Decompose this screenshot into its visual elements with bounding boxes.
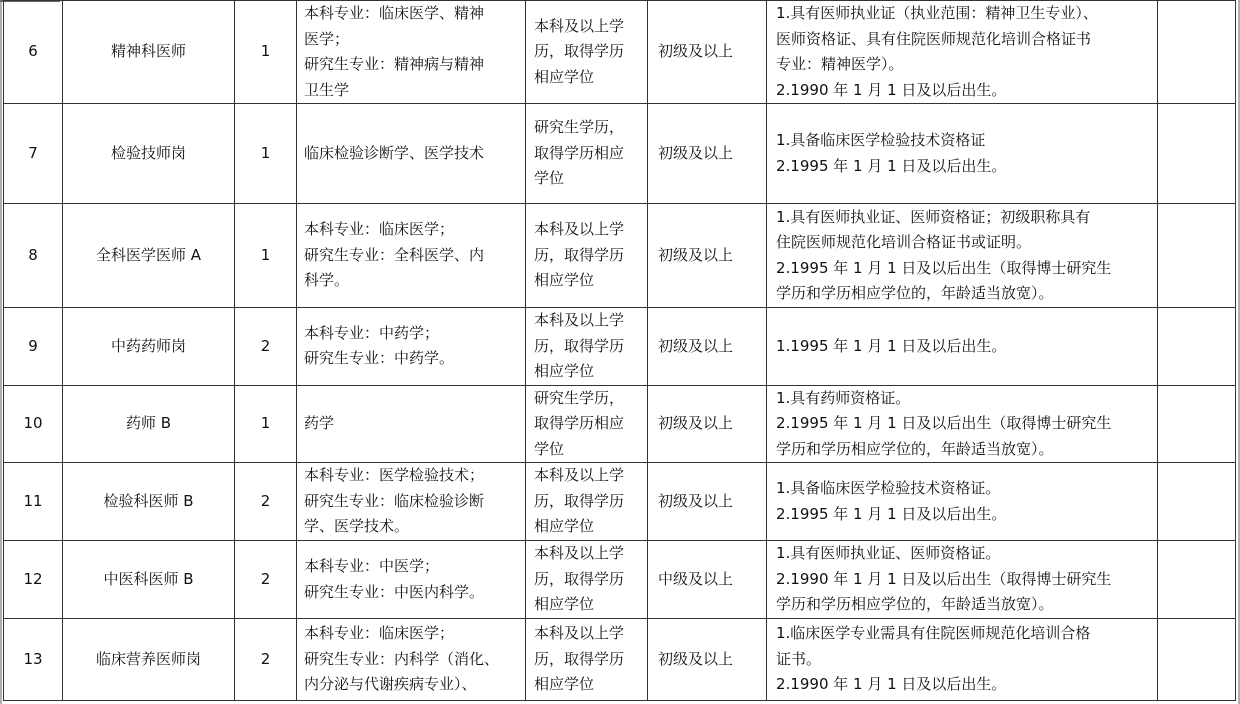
table-row (4, 1, 1236, 104)
remarks-cell (1158, 385, 1236, 463)
education-cell-line: 相应学位 (534, 517, 595, 536)
professional-title-cell: 初级及以上 (648, 104, 767, 204)
education-cell-line: 学位 (534, 169, 565, 188)
requirements-cell-line: 学历和学历相应学位的，年龄适当放宽）。 (776, 439, 1054, 458)
major-cell (297, 104, 526, 204)
professional-title-cell: 初级及以上 (648, 619, 767, 701)
row-number-cell: 11 (4, 463, 63, 541)
major-cell-line: 研究生专业：中药学。 (304, 349, 455, 368)
requirements-cell-line: 医师资格证、具有住院医师规范化培训合格证书 (776, 29, 1092, 48)
headcount-cell: 2 (235, 308, 297, 386)
requirements-cell-line: 1.具有药师资格证。 (776, 388, 911, 407)
table-row (4, 541, 1236, 619)
headcount-cell: 1 (235, 1, 297, 104)
professional-title-cell: 初级及以上 (648, 463, 767, 541)
major-cell (297, 1, 526, 104)
position-name-cell: 临床营养医师岗 (63, 619, 235, 701)
education-cell (526, 104, 648, 204)
requirements-cell-line: 2.1995 年 1 月 1 日及以后出生（取得博士研究生 (776, 258, 1112, 277)
headcount-cell: 1 (235, 385, 297, 463)
major-cell-line: 研究生专业：临床检验诊断 (304, 491, 485, 510)
professional-title-cell: 初级及以上 (648, 308, 767, 386)
major-cell-line: 医学； (304, 29, 350, 48)
headcount-cell: 2 (235, 463, 297, 541)
row-number-cell: 10 (4, 385, 63, 463)
major-cell-line: 本科专业：临床医学； (304, 624, 455, 643)
education-cell-line: 历，取得学历 (534, 42, 625, 61)
requirements-cell (767, 541, 1158, 619)
position-name-cell: 检验科医师 B (63, 463, 235, 541)
position-name-cell: 药师 B (63, 385, 235, 463)
requirements-cell-line: 2.1990 年 1 月 1 日及以后出生。 (776, 80, 1007, 99)
major-cell-line: 研究生专业：精神病与精神 (304, 55, 485, 73)
table-row (4, 385, 1236, 463)
major-cell-line: 研究生专业：中医内科学。 (304, 582, 485, 601)
major-cell (297, 204, 526, 308)
requirements-cell-line: 1.具有医师执业证、医师资格证；初级职称具有 (776, 207, 1091, 226)
education-cell (526, 463, 648, 541)
position-name-cell: 中药药师岗 (63, 308, 235, 386)
major-cell (297, 385, 526, 463)
education-cell (526, 619, 648, 701)
major-cell-line: 学、医学技术。 (304, 517, 410, 536)
requirements-cell-line: 2.1990 年 1 月 1 日及以后出生。 (776, 675, 1007, 694)
recruitment-table (3, 0, 1236, 701)
education-cell-line: 历，取得学历 (534, 569, 625, 588)
requirements-cell-line: 学历和学历相应学位的，年龄适当放宽）。 (776, 595, 1054, 614)
professional-title-cell: 中级及以上 (648, 541, 767, 619)
major-cell-line: 本科专业：中药学； (304, 323, 440, 342)
education-cell-line: 相应学位 (534, 595, 595, 614)
remarks-cell (1158, 104, 1236, 204)
table-row (4, 308, 1236, 386)
requirements-cell-line: 1.具备临床医学检验技术资格证。 (776, 479, 1001, 497)
requirements-cell-line: 学历和学历相应学位的，年龄适当放宽）。 (776, 284, 1054, 302)
requirements-cell (767, 1, 1158, 104)
major-cell-line: 卫生学 (304, 80, 350, 99)
major-cell-line: 本科专业：医学检验技术； (304, 466, 485, 485)
education-cell-line: 本科及以上学 (534, 311, 625, 329)
requirements-cell-line: 1.具有医师执业证（执业范围：精神卫生专业）、 (776, 4, 1098, 22)
remarks-cell (1158, 308, 1236, 386)
requirements-cell (767, 308, 1158, 386)
education-cell-line: 相应学位 (534, 362, 595, 380)
remarks-cell (1158, 541, 1236, 619)
remarks-cell (1158, 204, 1236, 308)
education-cell-line: 相应学位 (534, 67, 595, 86)
major-cell-line: 药学 (304, 414, 335, 432)
education-cell-line: 学位 (534, 439, 565, 458)
requirements-cell-line: 2.1990 年 1 月 1 日及以后出生（取得博士研究生 (776, 569, 1112, 588)
education-cell (526, 308, 648, 386)
requirements-cell (767, 385, 1158, 463)
education-cell (526, 541, 648, 619)
education-cell-line: 相应学位 (534, 271, 595, 290)
major-cell (297, 308, 526, 386)
major-cell (297, 463, 526, 541)
education-cell-line: 本科及以上学 (534, 16, 625, 35)
row-number-cell: 12 (4, 541, 63, 619)
position-name-cell: 检验技师岗 (63, 104, 235, 204)
major-cell-line: 本科专业：中医学； (304, 557, 440, 575)
requirements-cell (767, 463, 1158, 541)
requirements-cell-line: 2.1995 年 1 月 1 日及以后出生（取得博士研究生 (776, 414, 1112, 432)
requirements-cell (767, 619, 1158, 701)
requirements-cell-line: 2.1995 年 1 月 1 日及以后出生。 (776, 504, 1007, 523)
professional-title-cell: 初级及以上 (648, 204, 767, 308)
headcount-cell: 1 (235, 204, 297, 308)
major-cell-line: 研究生专业：内科学（消化、 (304, 649, 500, 668)
education-cell-line: 相应学位 (534, 675, 595, 694)
table-body (4, 1, 1236, 701)
education-cell-line: 取得学历相应 (534, 143, 625, 162)
requirements-cell-line: 专业：精神医学）。 (776, 55, 904, 73)
major-cell-line: 科学。 (304, 271, 350, 290)
major-cell-line: 临床检验诊断学、医学技术 (304, 143, 485, 162)
education-cell-line: 本科及以上学 (534, 220, 625, 239)
table-row (4, 619, 1236, 701)
education-cell-line: 本科及以上学 (534, 544, 625, 563)
table-row (4, 463, 1236, 541)
education-cell-line: 历，取得学历 (534, 336, 625, 355)
professional-title-cell: 初级及以上 (648, 385, 767, 463)
education-cell-line: 取得学历相应 (534, 414, 625, 432)
requirements-cell-line: 1.具备临床医学检验技术资格证 (776, 131, 986, 149)
requirements-cell (767, 204, 1158, 308)
position-name-cell: 中医科医师 B (63, 541, 235, 619)
major-cell-line: 研究生专业：全科医学、内 (304, 245, 485, 264)
row-number-cell: 8 (4, 204, 63, 308)
major-cell (297, 541, 526, 619)
headcount-cell: 1 (235, 104, 297, 204)
row-number-cell: 7 (4, 104, 63, 204)
requirements-cell-line: 1.临床医学专业需具有住院医师规范化培训合格 (776, 624, 1091, 643)
education-cell-line: 本科及以上学 (534, 466, 625, 485)
education-cell-line: 研究生学历， (534, 118, 625, 137)
row-number-cell: 6 (4, 1, 63, 104)
requirements-cell-line: 2.1995 年 1 月 1 日及以后出生。 (776, 156, 1007, 175)
requirements-cell-line: 证书。 (776, 649, 822, 668)
education-cell-line: 历，取得学历 (534, 245, 625, 264)
education-cell (526, 385, 648, 463)
education-cell (526, 1, 648, 104)
table-row (4, 104, 1236, 204)
education-cell-line: 历，取得学历 (534, 491, 625, 510)
row-number-cell: 9 (4, 308, 63, 386)
position-name-cell: 精神科医师 (63, 1, 235, 104)
remarks-cell (1158, 1, 1236, 104)
major-cell (297, 619, 526, 701)
position-name-cell: 全科医学医师 A (63, 204, 235, 308)
headcount-cell: 2 (235, 619, 297, 701)
professional-title-cell: 初级及以上 (648, 1, 767, 104)
remarks-cell (1158, 619, 1236, 701)
row-number-cell: 13 (4, 619, 63, 701)
education-cell-line: 本科及以上学 (534, 624, 625, 643)
headcount-cell: 2 (235, 541, 297, 619)
education-cell (526, 204, 648, 308)
education-cell-line: 历，取得学历 (534, 649, 625, 668)
remarks-cell (1158, 463, 1236, 541)
major-cell-line: 内分泌与代谢疾病专业）、 (304, 675, 477, 694)
requirements-cell-line: 住院医师规范化培训合格证书或证明。 (776, 233, 1032, 251)
major-cell-line: 本科专业：临床医学； (304, 220, 455, 239)
education-cell-line: 研究生学历， (534, 388, 625, 407)
major-cell-line: 本科专业：临床医学、精神 (304, 4, 485, 22)
requirements-cell (767, 104, 1158, 204)
requirements-cell-line: 1.具有医师执业证、医师资格证。 (776, 544, 1001, 563)
table-row (4, 204, 1236, 308)
requirements-cell-line: 1.1995 年 1 月 1 日及以后出生。 (776, 336, 1007, 355)
